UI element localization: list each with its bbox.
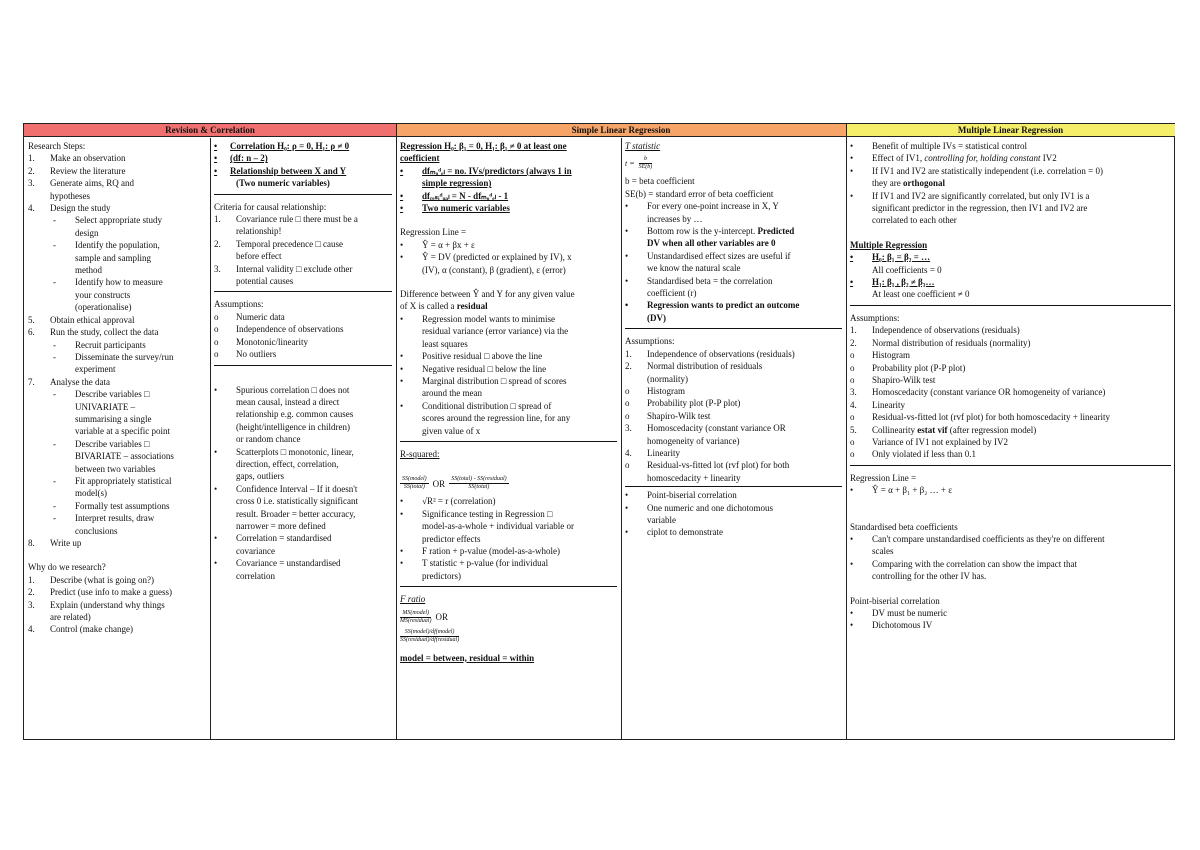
beta-coefficient: b = beta coefficient: [625, 176, 695, 187]
list-item: - Select appropriate study design: [53, 215, 162, 238]
cheat-sheet-table: [23, 123, 1175, 740]
header-simple-regression: Simple Linear Regression: [396, 124, 846, 137]
list-item: • Comparing with the correlation can show the impact that controlling for the other IV has.: [850, 558, 1077, 582]
list-item: • ciplot to demonstrate: [625, 527, 723, 538]
divider: [625, 328, 842, 329]
list-item: • dfᵣₑₛᵢᵈᵤₐₗ = N - dfₘₒᵈₑₗ - 1: [400, 190, 509, 201]
criteria-title: Criteria for causal relationship:: [214, 201, 327, 212]
f-ratio-formula-alt: $\frac{\text{SS(model)/df(model)}}{\text{SS(residual)/df(residual)}}$: [400, 628, 460, 643]
list-item: o Residual-vs-fitted lot (rvf plot) for both homoscedacity + linearity: [625, 460, 790, 483]
list-item: - Fit appropriately statistical model(s): [53, 475, 172, 499]
list-item: 6. Run the study, collect the data: [28, 327, 159, 338]
list-item: 3. Homoscedacity (constant variance OR homogeneity of variance): [850, 387, 1106, 398]
f-ratio-formula: $\frac{\text{MS(model)}}{\text{MS(residual)}}$ OR: [400, 609, 448, 624]
list-item: 7. Analyse the data: [28, 376, 110, 387]
list-item: • For every one-point increase in X, Y increases by …: [625, 201, 779, 224]
list-item: • Marginal distribution □ spread of scores around the mean: [400, 375, 567, 399]
list-item: 3. Homoscedacity (constant variance OR homogeneity of variance): [625, 423, 786, 446]
list-item: - Describe variables □ UNIVARIATE – summarising a single variable at a specific point: [53, 389, 170, 437]
list-item: 1. Covariance rule □ there must be a relationship!: [214, 214, 358, 237]
list-item: • Regression wants to predict an outcome (DV): [625, 300, 800, 323]
list-item: • H₀: β₁ = β₂ = …: [850, 252, 931, 263]
list-item: o Independence of observations: [214, 324, 344, 335]
list-item: • Ŷ = α + β₁ + β₂ … + ε: [850, 485, 952, 496]
list-item: • Relationship between X and Y: [214, 165, 347, 176]
multiple-regression-title: Multiple Regression: [850, 239, 928, 250]
divider: [850, 465, 1171, 466]
list-item: 4. Design the study: [28, 203, 111, 214]
list-item: 1. Independence of observations (residuals): [850, 325, 1020, 336]
list-item: • Dichotomous IV: [850, 620, 933, 631]
list-item: o Numeric data: [214, 311, 285, 322]
list-item: • Bottom row is the y-intercept. Predicted DV when all other variables are 0: [625, 226, 795, 249]
list-item: - Identify the population, sample and sampling method: [53, 240, 160, 276]
standard-error: SE(b) = standard error of beta coefficient: [625, 188, 774, 199]
t-formula: t = $\frac{b}{SE(b)}$: [625, 156, 653, 171]
list-item: • Confidence Interval – If it doesn't cross 0 i.e. statistically significant result. Broader = better accuracy, narrower = more defined: [214, 483, 358, 531]
list-item: 4. Linearity: [850, 399, 905, 410]
r-squared-formula: $\frac{\text{SS(model)}}{\text{SS(total)}}$ OR $\frac{\text{SS(total) - SS(residual)}}{\text{SS(total)}}$: [402, 476, 507, 491]
list-item: • √R² = r (correlation): [400, 496, 496, 507]
column-research-steps: [24, 138, 210, 739]
list-item: 1. Make an observation: [28, 153, 126, 164]
list-item: o Probability plot (P-P plot): [850, 362, 966, 373]
list-item: • T statistic + p-value (for individual predictors): [400, 558, 549, 581]
list-item: o Shapiro-Wilk test: [850, 374, 936, 385]
list-item: o Only violated if less than 0.1: [850, 449, 976, 460]
list-item: • (df: n – 2): [214, 153, 268, 164]
list-item: 5. Collinearity estat vif (after regression model): [850, 424, 1037, 435]
list-item: • Point-biserial correlation: [625, 490, 737, 501]
divider: [214, 194, 392, 195]
list-item: - Disseminate the survey/run experiment: [53, 351, 174, 375]
list-item: - Identify how to measure your constructs (operationalise): [53, 277, 163, 313]
list-item: • Unstandardised effect sizes are useful if we know the natural scale: [625, 250, 791, 274]
list-item: • Significance testing in Regression □ model-as-a-whole + individual variable or predictor effects: [400, 508, 575, 544]
divider: [400, 586, 617, 587]
list-item: • Two numeric variables: [400, 203, 510, 214]
list-item: - Formally test assumptions: [53, 500, 170, 511]
list-item: o Residual-vs-fitted lot (rvf plot) for both homoscedacity + linearity: [850, 412, 1111, 423]
list-item: - Describe variables □ BIVARIATE – associations between two variables: [53, 438, 174, 474]
list-item: 2. Normal distribution of residuals (normality): [625, 361, 763, 384]
model-residual-note: model = between, residual = within: [400, 652, 535, 663]
list-item: o Histogram: [850, 350, 910, 361]
list-item: 8. Write up: [28, 538, 82, 548]
list-item: o Histogram: [625, 385, 685, 396]
list-item: • If IV1 and IV2 are statistically independent (i.e. correlation = 0) they are orthogonal: [850, 165, 1103, 189]
list-item: • Ŷ = DV (predicted or explained by IV), x (IV), α (constant), β (gradient), ε (error): [400, 252, 572, 275]
list-item: 4. Control (make change): [28, 624, 133, 635]
list-item: 1. Independence of observations (residuals): [625, 348, 795, 359]
list-item: • Correlation = standardised covariance: [214, 533, 332, 556]
regression-line-title: Regression Line =: [850, 472, 917, 483]
list-item: • Regression model wants to minimise residual variance (error variance) via the least squares: [400, 313, 569, 349]
list-item: 5. Obtain ethical approval: [28, 314, 135, 325]
why-research-title: Why do we research?: [28, 562, 106, 573]
divider: [214, 291, 392, 292]
column-correlation: [210, 138, 396, 739]
list-item: o Probability plot (P-P plot): [625, 398, 741, 409]
list-item: • DV must be numeric: [850, 608, 948, 618]
list-item: - Interpret results, draw conclusions: [53, 513, 155, 536]
regression-line-title: Regression Line =: [400, 227, 467, 238]
null-hypothesis-note: All coefficients = 0: [872, 264, 942, 275]
list-item: • Effect of IV1, controlling for, holding constant IV2: [850, 153, 1057, 164]
list-item: • dfₘₒᵈₑₗ = no. IVs/predictors (always 1 in simple regression): [400, 165, 572, 189]
list-item: • Correlation H₀: ρ = 0, H₁: ρ ≠ 0: [214, 141, 350, 151]
list-item: • One numeric and one dichotomous variable: [625, 502, 773, 525]
list-item: 4. Linearity: [625, 447, 680, 458]
header-revision: Revision & Correlation: [24, 124, 396, 137]
list-item: • Covariance = unstandardised correlation: [214, 558, 341, 581]
r-squared-title: R-squared:: [400, 448, 440, 459]
list-item: • Positive residual □ above the line: [400, 351, 543, 362]
standardised-beta-title: Standardised beta coefficients: [850, 521, 958, 532]
divider: [850, 305, 1171, 306]
f-ratio-title: F ratio: [400, 594, 426, 605]
list-item: • Benefit of multiple IVs = statistical control: [850, 141, 1028, 151]
regression-hypothesis: Regression H₀: β₁ = 0, H₁: β₁ ≠ 0 at least one coefficient: [400, 141, 567, 164]
list-item: • Can't compare unstandardised coefficients as they're on different scales: [850, 533, 1105, 557]
list-item: 2. Temporal precedence □ cause before effect: [214, 238, 343, 262]
list-item: o No outliers: [214, 349, 277, 360]
list-item: - Recruit participants: [53, 339, 146, 350]
two-numeric-variables: (Two numeric variables): [236, 178, 330, 189]
assumptions-title: Assumptions:: [214, 299, 264, 310]
list-item: • Scatterplots □ monotonic, linear, direction, effect, correlation, gaps, outliers: [214, 446, 354, 482]
column-t-statistic: [621, 138, 846, 739]
list-item: • F ration + p-value (model-as-a-whole): [400, 545, 561, 556]
assumptions-title: Assumptions:: [625, 336, 675, 347]
list-item: • Spurious correlation □ does not mean causal, instead a direct relationship e.g. common causes (height/intelligence in children) or random chance: [214, 384, 354, 445]
list-item: 2. Review the literature: [28, 165, 126, 176]
point-biserial-title: Point-biserial correlation: [850, 595, 940, 606]
list-item: • H₁: β₁ , β₂ ≠ β₃…: [850, 277, 935, 288]
residual-definition: Difference between Ŷ and Y for any given value of X is called a residual: [400, 289, 575, 312]
list-item: 3. Internal validity □ exclude other potential causes: [214, 263, 353, 287]
list-item: 3. Explain (understand why things are related): [28, 599, 165, 623]
divider: [400, 441, 617, 442]
list-item: • Standardised beta = the correlation coefficient (r): [625, 275, 773, 299]
header-multiple-regression: Multiple Linear Regression: [846, 124, 1175, 137]
alt-hypothesis-note: At least one coefficient ≠ 0: [872, 289, 970, 300]
divider: [214, 365, 392, 366]
column-multiple-regression: [846, 138, 1175, 739]
list-item: • If IV1 and IV2 are significantly correlated, but only IV1 is a significant predictor in the regression, then IV1 and IV2 are correlated to each other: [850, 190, 1090, 226]
divider: [625, 486, 842, 487]
list-item: 2. Predict (use info to make a guess): [28, 587, 172, 598]
list-item: 2. Normal distribution of residuals (normality): [850, 337, 1031, 348]
list-item: • Negative residual □ below the line: [400, 363, 547, 374]
assumptions-title: Assumptions:: [850, 312, 900, 323]
list-item: 3. Generate aims, RQ and hypotheses: [28, 178, 134, 201]
list-item: o Shapiro-Wilk test: [625, 410, 711, 421]
list-item: o Monotonic/linearity: [214, 336, 308, 347]
list-item: 1. Describe (what is going on?): [28, 574, 154, 585]
list-item: o Variance of IV1 not explained by IV2: [850, 436, 1008, 447]
column-simple-regression: [396, 138, 621, 739]
research-steps-title: Research Steps:: [28, 141, 86, 151]
t-statistic-title: T statistic: [625, 141, 661, 151]
list-item: • Conditional distribution □ spread of scores around the regression line, for any given value of x: [400, 400, 571, 436]
list-item: • Ŷ = α + βx + ε: [400, 239, 475, 250]
